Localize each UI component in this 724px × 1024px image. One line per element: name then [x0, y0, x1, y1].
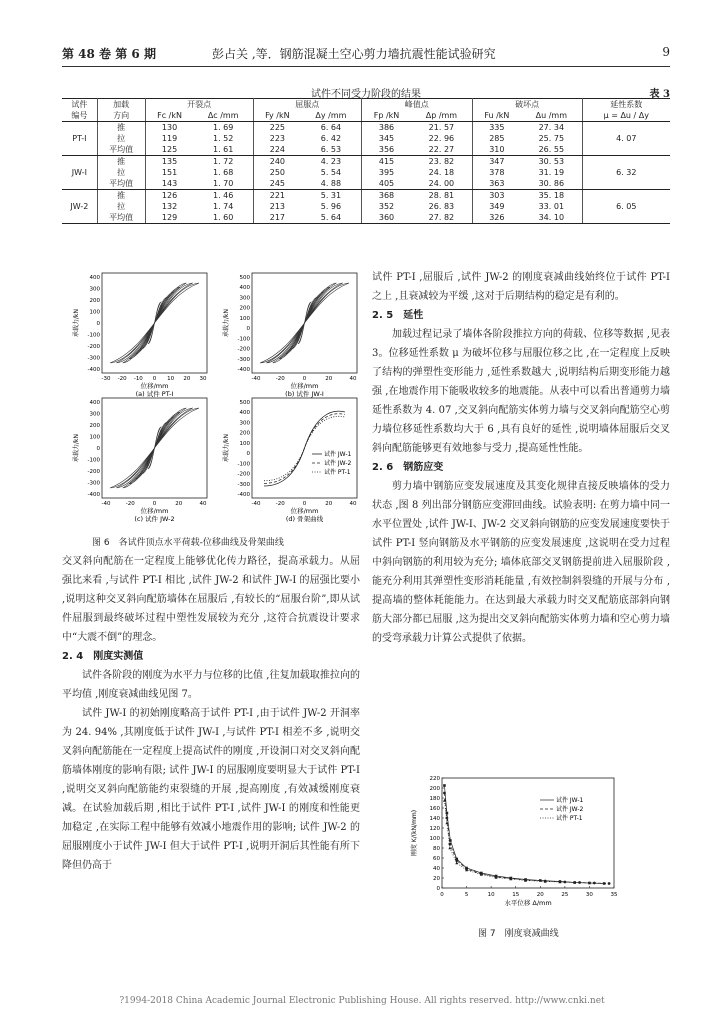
x-tick-label: 10 [167, 376, 175, 382]
x-tick-label: 25 [561, 892, 569, 898]
x-tick-label: 0 [152, 376, 157, 382]
table-cell: 28. 81 [411, 190, 472, 202]
ductility-value: 6. 32 [582, 156, 670, 190]
th-specimen: 试件 [62, 99, 97, 111]
table-cell: 126 [161, 191, 178, 200]
x-tick-label: -20 [125, 501, 135, 507]
table-cell: 拉 [97, 167, 145, 178]
y-tick-label: 300 [89, 411, 100, 418]
table-cell: 30. 53 [521, 156, 582, 168]
th-fp: Fp /kN [361, 110, 411, 122]
y-tick-label: -200 [87, 344, 100, 350]
x-tick-label: -20 [117, 376, 127, 382]
table-cell: 132 [161, 202, 178, 211]
th-no: 编号 [62, 110, 97, 122]
table-cell: 386 [378, 123, 395, 132]
table-cell: 1. 70 [194, 178, 254, 190]
y-tick-label: 400 [89, 275, 100, 281]
x-tick-label: 20 [325, 501, 333, 507]
y-tick-label: 500 [239, 400, 250, 406]
y-tick-label: 100 [89, 309, 100, 316]
table-cell: 5. 96 [301, 201, 361, 212]
table-cell: 223 [269, 134, 286, 143]
y-tick-label: 100 [239, 440, 250, 447]
table-cell: 21. 57 [411, 122, 472, 134]
hysteresis-loop [110, 408, 199, 488]
x-tick-label: 35 [610, 892, 618, 898]
table-row [62, 212, 670, 224]
x-tick-label: 40 [199, 501, 207, 507]
table-cell: 30. 86 [521, 178, 582, 190]
y-tick-label: -200 [87, 469, 100, 475]
table-cell: 125 [145, 144, 194, 156]
y-tick-label: 200 [239, 430, 250, 437]
x-tick-label: 40 [349, 501, 357, 507]
table-cell: 5. 54 [301, 167, 361, 178]
table-cell: 1. 69 [194, 122, 254, 134]
table-cell: 推 [97, 190, 145, 202]
table-row [62, 167, 670, 178]
th-fc: Fc /kN [145, 110, 194, 122]
y-tick-label: -200 [237, 346, 250, 353]
y-tick-label: 200 [429, 786, 440, 792]
table-cell: 平均值 [97, 178, 145, 190]
x-tick-label: 40 [349, 376, 357, 382]
x-tick-label: -30 [101, 376, 111, 382]
table-cell: 310 [472, 144, 521, 156]
th-mu: μ = Δu / Δy [582, 110, 670, 122]
y-axis-label: 承载力/kN [73, 434, 80, 462]
x-axis-label: 水平位移 Δ/mm [504, 899, 552, 907]
copyright-footer: ?1994-2018 China Academic Journal Electronic Publishing House. All rights reserved. http://www.cnki.net [119, 996, 605, 1006]
table-cell: 224 [253, 144, 301, 156]
y-tick-label: -400 [237, 367, 250, 373]
paragraph: 试件各阶段的刚度为水平力与位移的比值 ,往复加载取推拉向的平均值 ,刚度衰减曲线见图 7。 [62, 670, 360, 700]
table-cell: 31. 19 [521, 167, 582, 178]
x-tick-label: -40 [251, 501, 261, 507]
plot-frame [442, 778, 614, 888]
table-row [62, 122, 670, 134]
table-cell: 33. 01 [521, 201, 582, 212]
subfigure-caption: (c) 试件 JW-2 [134, 515, 175, 523]
x-tick-label: 20 [175, 501, 183, 507]
table-cell: 129 [145, 212, 194, 224]
y-tick-label: 0 [436, 886, 440, 892]
x-axis-label: 位移/mm [140, 507, 169, 515]
table-cell: 360 [361, 212, 411, 224]
data-point [448, 846, 451, 849]
table-cell: 378 [489, 168, 505, 177]
y-tick-label: 500 [239, 275, 250, 281]
y-tick-label: 220 [429, 776, 440, 782]
table-cell: 22. 27 [411, 144, 472, 156]
y-tick-label: -300 [87, 355, 100, 362]
right-column [372, 268, 670, 648]
series-line [444, 793, 609, 884]
y-axis-label: 承载力/kN [223, 309, 230, 337]
x-tick-label: -40 [251, 376, 261, 382]
y-tick-label: 200 [89, 423, 100, 429]
figure-7-stiffness [406, 770, 626, 918]
ductility-value: 6. 05 [582, 190, 670, 224]
y-tick-label: -200 [237, 471, 250, 478]
th-peak: 峰值点 [361, 99, 472, 111]
table-cell: 23. 82 [411, 156, 472, 168]
th-dp: Δp /mm [411, 110, 472, 122]
table-cell: 363 [472, 178, 521, 190]
table-cell: 119 [161, 134, 178, 143]
y-tick-label: -300 [237, 481, 250, 488]
y-tick-label: 100 [239, 315, 250, 322]
x-axis-label: 位移/mm [290, 507, 319, 515]
x-tick-label: 10 [487, 892, 495, 898]
table-cell: 1. 61 [194, 144, 254, 156]
table-cell: 26. 55 [521, 144, 582, 156]
x-tick-label: 30 [199, 376, 207, 382]
data-point [443, 784, 446, 787]
y-tick-label: 140 [429, 816, 440, 822]
th-ductility: 延性系数 [582, 99, 670, 111]
y-tick-label: -100 [87, 332, 100, 339]
table-cell: 24. 00 [411, 178, 472, 190]
legend-label: 试件 JW-2 [556, 806, 584, 813]
table-cell: 221 [269, 191, 286, 200]
table-title: 试件不同受力阶段的结果 [311, 89, 421, 100]
y-tick-label: 40 [433, 866, 440, 872]
table-cell: 拉 [97, 133, 145, 144]
th-failure: 破坏点 [472, 99, 582, 111]
table-cell: 6. 53 [301, 144, 361, 156]
x-tick-label: 30 [585, 892, 593, 898]
table-cell: 395 [378, 168, 395, 177]
th-dir: 方向 [97, 110, 145, 122]
table-cell: 34. 10 [521, 212, 582, 224]
table-cell: 143 [145, 178, 194, 190]
y-tick-label: 0 [96, 446, 100, 452]
data-point [578, 881, 581, 884]
table-cell: 415 [378, 157, 395, 166]
paragraph: 加载过程记录了墙体各阶段推拉方向的荷载、位移等数据 ,见表 3。位移延性系数 μ 为破坏位移与屈服位移之比 ,在一定程度上反映了结构的弹塑性变形能力 ,延性系数越大 ,说明结构后期变形能力越强 ,在地震作用下能吸收较多的地震能。从表中可以看出普通剪力墙延性系数为 4. 07 ,交叉斜向配筋实体剪力墙与交叉斜向配筋空心剪力墙位移延性系数均大于 6 ,具有良好的延性 ,说明墙体屈服后交叉斜向配筋能够更有效地参与受力 ,提高延性性能。 [372, 329, 670, 454]
y-tick-label: 0 [246, 451, 250, 458]
data-point [448, 843, 451, 846]
y-tick-label: 200 [89, 298, 100, 304]
table-cell: 26. 83 [411, 201, 472, 212]
th-cracking: 开裂点 [145, 99, 253, 111]
table-cell: 24. 18 [411, 167, 472, 178]
table-cell: 推 [97, 122, 145, 134]
x-tick-label: -20 [275, 376, 285, 382]
y-tick-label: 400 [239, 410, 250, 417]
y-axis-label: 刚度 K/(kN/mm) [411, 809, 418, 857]
table-cell: 35. 18 [521, 190, 582, 202]
table-cell: 1. 60 [194, 212, 254, 224]
table-cell: 5. 64 [301, 212, 361, 224]
journal-issue: 第 48 卷 第 6 期 [62, 47, 156, 61]
table-cell: 213 [269, 202, 286, 211]
table-cell: 1. 46 [194, 190, 254, 202]
y-tick-label: -100 [237, 461, 250, 468]
figure-6-hysteresis [62, 268, 362, 528]
page-number: 9 [662, 45, 670, 59]
table-cell: 1. 52 [194, 133, 254, 144]
table-row [62, 133, 670, 144]
table-row [62, 144, 670, 156]
x-tick-label: 5 [464, 892, 469, 898]
legend-label: 试件 JW-1 [324, 451, 352, 458]
figure-7-caption: 图 7 刚度衰减曲线 [478, 929, 559, 939]
y-tick-label: 0 [96, 321, 100, 327]
table-cell: 225 [269, 123, 286, 132]
paragraph: 试件 JW-I 的初始刚度略高于试件 PT-I ,由于试件 JW-2 开洞率为 24. 94% ,其刚度低于试件 JW-I ,与试件 PT-I 相差不多 ,说明交叉斜向配筋能在一定程度上提高试件的刚度 ,开设洞口对交叉斜向配筋墙体刚度的影响有限; 试件 JW-I 的屈服刚度要明显大于试件 PT-I ,说明交叉斜向配筋能约束裂缝的开展 ,提高刚度 ,有效减缓刚度衰减。在试验加载后期 ,相比于试件 PT-I ,试件 JW-I 的刚度和性能更加稳定 ,在实际工程中能够有效减小地震作用的影响; 试件 JW-2 的屈服刚度小于试件 JW-I 但大于试件 PT-I ,说明开洞后其性能有所下降但仍高于 [62, 708, 360, 871]
y-tick-label: 20 [433, 876, 440, 882]
table-cell: 217 [253, 212, 301, 224]
table-cell: 326 [472, 212, 521, 224]
table-cell: 130 [161, 123, 178, 132]
table-cell: 拉 [97, 201, 145, 212]
table-row [62, 190, 670, 202]
table-cell: 平均值 [97, 144, 145, 156]
y-tick-label: -400 [237, 492, 250, 498]
table-cell: 1. 72 [194, 156, 254, 168]
y-tick-label: -100 [237, 336, 250, 343]
y-axis-label: 承载力/kN [223, 434, 230, 462]
paragraph: 试件 PT-I ,屈服后 ,试件 JW-2 的刚度衰减曲线始终位于试件 PT-I 之上 ,且衰减较为平缓 ,这对于后期结构的稳定是有利的。 [372, 272, 670, 302]
section-heading: 2. 4 刚度实测值 [62, 651, 144, 662]
section-heading: 2. 6 钢筋应变 [372, 462, 444, 473]
paragraph: 交叉斜向配筋在一定程度上能够优化传力路径，提高承载力。从屈强比来看 ,与试件 PT-I 相比 ,试件 JW-2 和试件 JW-I 的屈强比要小 ,说明这种交叉斜向配筋墙体在屈服后 ,有较长的“屈服台阶”,即从试件屈服到最终破坏过程中塑性发展较为充分 ,这符合抗震设计要求中“大震不倒”的理念。 [62, 556, 360, 643]
x-tick-label: 0 [302, 376, 307, 382]
x-tick-label: -40 [101, 501, 111, 507]
y-tick-label: -100 [87, 457, 100, 464]
specimen-id: PT-I [62, 122, 97, 156]
y-tick-label: 100 [429, 836, 440, 842]
table-cell: 356 [361, 144, 411, 156]
table-cell: 352 [378, 202, 395, 211]
table-cell: 151 [161, 168, 178, 177]
results-table [62, 98, 670, 224]
x-tick-label: 20 [536, 892, 544, 898]
x-axis-label: 位移/mm [140, 382, 169, 390]
table-cell: 368 [378, 191, 395, 200]
x-tick-label: 20 [183, 376, 191, 382]
y-axis-label: 承载力/kN [73, 309, 80, 337]
table-cell: 349 [489, 202, 505, 211]
table-cell: 250 [269, 168, 286, 177]
table-cell: 4. 88 [301, 178, 361, 190]
table-cell: 135 [161, 157, 178, 166]
data-point [443, 792, 446, 795]
x-axis-label: 位移/mm [290, 382, 319, 390]
table-row [62, 201, 670, 212]
y-tick-label: -400 [87, 367, 100, 373]
table-cell: 335 [489, 123, 505, 132]
header-rule [62, 66, 670, 67]
hysteresis-loop [110, 283, 199, 363]
legend-label: 试件 JW-1 [556, 797, 584, 804]
y-tick-label: 300 [239, 295, 250, 302]
table-cell: 6. 64 [301, 122, 361, 134]
table-cell: 405 [361, 178, 411, 190]
th-yield: 屈服点 [253, 99, 361, 111]
table-cell: 22. 96 [411, 133, 472, 144]
left-column [62, 552, 360, 875]
table-cell: 27. 34 [521, 122, 582, 134]
table-cell: 推 [97, 156, 145, 168]
section-heading: 2. 5 延性 [372, 310, 424, 321]
x-tick-label: -20 [275, 501, 285, 507]
x-tick-label: 0 [440, 892, 444, 898]
data-point [446, 817, 449, 820]
y-tick-label: 400 [89, 400, 100, 406]
y-tick-label: 300 [89, 286, 100, 293]
x-tick-label: -10 [133, 376, 143, 382]
y-tick-label: 160 [429, 806, 440, 812]
table-row [62, 156, 670, 168]
y-tick-label: 120 [429, 826, 440, 832]
y-tick-label: 80 [433, 846, 440, 852]
table-cell: 1. 68 [194, 167, 254, 178]
y-tick-label: 180 [429, 796, 440, 802]
y-tick-label: -300 [87, 480, 100, 487]
x-tick-label: 20 [325, 376, 333, 382]
table-cell: 5. 31 [301, 190, 361, 202]
subfigure-caption: (a) 试件 PT-I [135, 390, 174, 398]
data-point [608, 882, 611, 885]
y-tick-label: 400 [239, 285, 250, 292]
th-dy: Δy /mm [301, 110, 361, 122]
y-tick-label: 100 [89, 434, 100, 441]
table-cell: 4. 23 [301, 156, 361, 168]
table-row [62, 178, 670, 190]
specimen-id: JW-2 [62, 190, 97, 224]
specimen-id: JW-I [62, 156, 97, 190]
figure-6-caption: 图 6 各试件顶点水平荷载-位移曲线及骨架曲线 [92, 538, 284, 548]
table-cell: 6. 42 [301, 133, 361, 144]
table-cell: 25. 75 [521, 133, 582, 144]
table-number: 表 3 [649, 89, 670, 100]
running-title: 彭占关 ,等．钢筋混凝土空心剪力墙抗震性能试验研究 [212, 47, 496, 61]
table-cell: 347 [489, 157, 505, 166]
table-cell: 27. 82 [411, 212, 472, 224]
x-tick-label: 15 [512, 892, 520, 898]
table-cell: 285 [489, 134, 505, 143]
table-cell: 303 [489, 191, 505, 200]
x-tick-label: 0 [152, 501, 157, 507]
legend-label: 试件 JW-2 [324, 460, 352, 467]
subfigure-caption: (b) 试件 JW-I [285, 390, 324, 398]
ductility-value: 4. 07 [582, 122, 670, 156]
th-fy: Fy /kN [253, 110, 301, 122]
table-cell: 245 [253, 178, 301, 190]
table-cell: 240 [269, 157, 286, 166]
x-tick-label: 0 [302, 501, 307, 507]
paragraph: 剪力墙中钢筋应变发展速度及其变化规律直接反映墙体的受力状态 ,图 8 列出部分钢筋应变滞回曲线。试验表明: 在剪力墙中同一水平位置处 ,试件 JW-I、JW-2 交叉斜向钢筋的应变发展速度要快于试件 PT-I 竖向钢筋及水平钢筋的应变发展速度 ,这说明在受力过程中斜向钢筋的利用较为充分; 墙体底部交叉钢筋提前进入屈服阶段 ,能充分利用其弹塑性变形消耗能量 ,有效控制斜裂缝的开展与分布 ,提高墙的整体耗能能力。在达到最大承载力时交叉配筋底部斜向钢筋大部分都已屈服 ,这为提出交叉斜向配筋实体剪力墙和空心剪力墙的受弯承载力计算公式提供了依据。 [372, 481, 670, 644]
hysteresis-loop [260, 283, 349, 363]
table-cell: 平均值 [97, 212, 145, 224]
th-dc: Δc /mm [194, 110, 254, 122]
table-cell: 1. 74 [194, 201, 254, 212]
y-tick-label: 0 [246, 326, 250, 333]
y-tick-label: 200 [239, 305, 250, 312]
y-tick-label: 60 [433, 856, 440, 862]
table-cell: 345 [378, 134, 395, 143]
th-direction: 加载 [97, 99, 145, 111]
legend-label: 试件 PT-1 [556, 815, 583, 822]
data-point [593, 882, 596, 885]
y-tick-label: 300 [239, 420, 250, 427]
y-tick-label: -300 [237, 356, 250, 363]
subfigure-caption: (d) 骨架曲线 [285, 515, 324, 523]
th-fu: Fu /kN [472, 110, 521, 122]
y-tick-label: -400 [87, 492, 100, 498]
legend-label: 试件 PT-1 [324, 469, 351, 476]
th-du: Δu /mm [521, 110, 582, 122]
